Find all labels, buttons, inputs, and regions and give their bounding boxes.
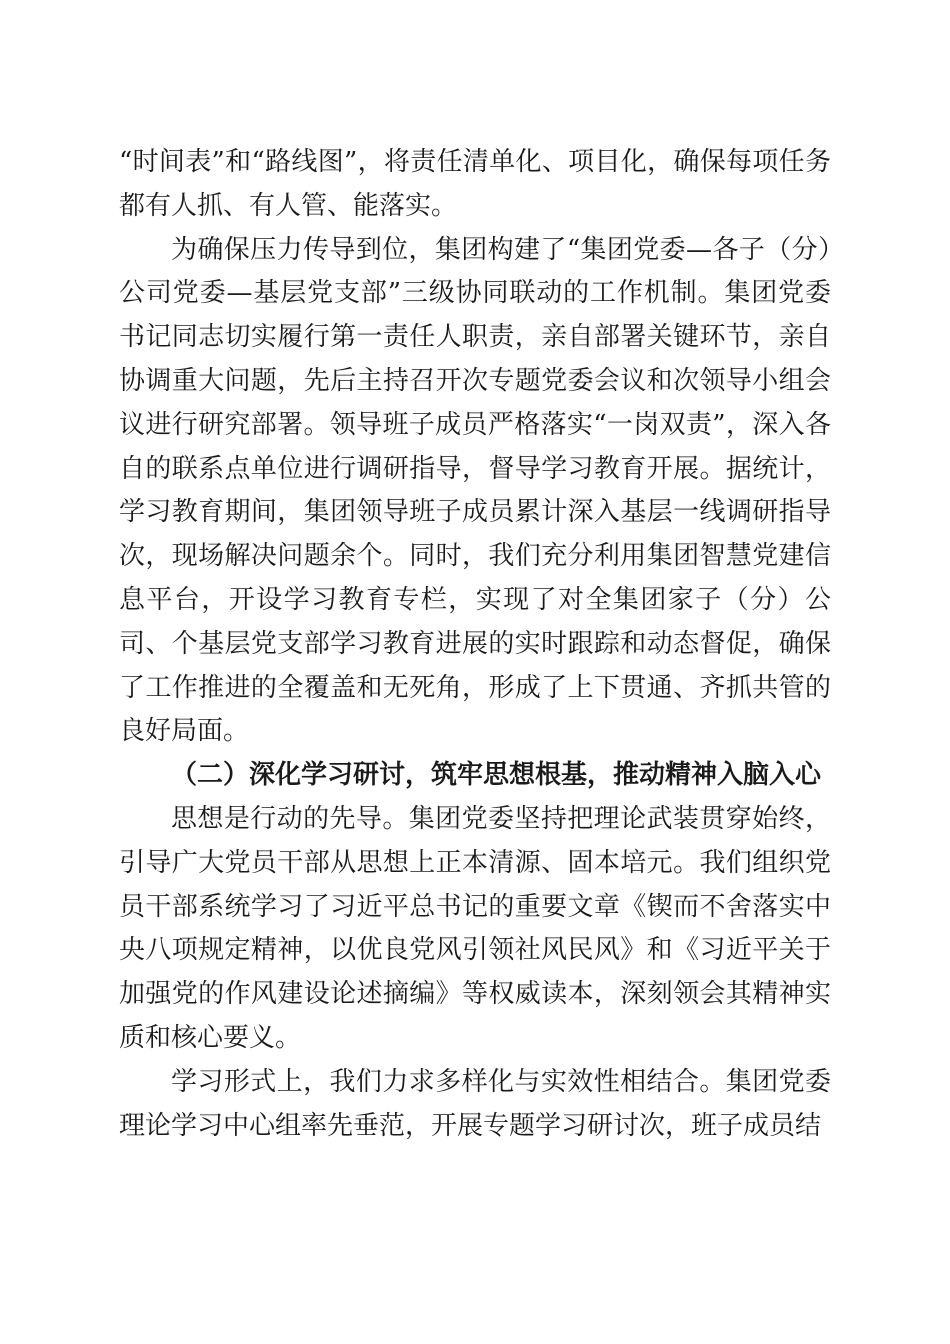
- paragraph-work-mechanism: 为确保压力传导到位，集团构建了“集团党委—各子（分）公司党委—基层党支部”三级协同联动的工作机制。集团党委书记同志切实履行第一责任人职责，亲自部署关键环节，亲自协调重大问题，先后主持召开次专题党委会议和次领导小组会议进行研究部署。领导班子成员严格落实“一岗双责”，深入各自的联系点单位进行调研指导，督导学习教育开展。据统计，学习教育期间，集团领导班子成员累计深入基层一线调研指导次，现场解决问题余个。同时，我们充分利用集团智慧党建信息平台，开设学习教育专栏，实现了对全集团家子（分）公司、个基层党支部学习教育进展的实时跟踪和动态督促，确保了工作推进的全覆盖和无死角，形成了上下贯通、齐抓共管的良好局面。: [119, 234, 831, 747]
- paragraph-continued: “时间表”和“路线图”，将责任清单化、项目化，确保每项任务都有人抓、有人管、能落实。: [119, 147, 831, 221]
- paragraph-study-forms: 学习形式上，我们力求多样化与实效性相结合。集团党委理论学习中心组率先垂范，开展专题学习研讨次，班子成员结: [119, 1066, 831, 1141]
- section-heading: （二）深化学习研讨，筑牢思想根基，推动精神入脑入心: [171, 760, 822, 791]
- document-body: [119, 141, 831, 1148]
- paragraph-theory-study: 思想是行动的先导。集团党委坚持把理论武装贯穿始终，引导广大党员干部从思想上正本清源、固本培元。我们组织党员干部系统学习了习近平总书记的重要文章《锲而不舍落实中央八项规定精神，以优良党风引领社风民风》和《习近平关于加强党的作风建设论述摘编》等权威读本，深刻领会其精神实质和核心要义。: [119, 803, 831, 1053]
